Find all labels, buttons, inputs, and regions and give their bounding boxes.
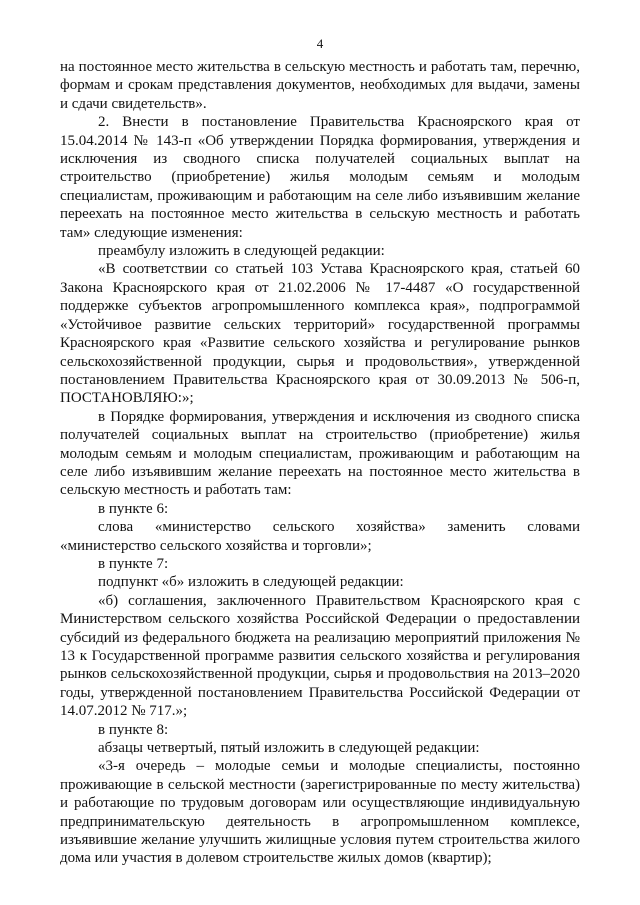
paragraph: «В соответствии со статьей 103 Устава Красноярского края, статьей 60 Закона Красноярского края от 21.02.2006 № 17-4487 «О государственной поддержке субъектов агропромышленного комплекса края», подпрограммой «Устойчивое развитие сельских территорий» государственной программы Красноярского края «Развитие сельского хозяйства и регулирование рынков сельскохозяйственной продукции, сырья и продовольствия», утвержденной постановлением Правительства Красноярского края от 30.09.2013 № 506-п, ПОСТАНОВЛЯЮ:»; bbox=[60, 261, 580, 407]
paragraph: преамбулу изложить в следующей редакции: bbox=[98, 243, 385, 260]
paragraph: подпункт «б» изложить в следующей редакции: bbox=[98, 574, 404, 591]
paragraph: «б) соглашения, заключенного Правительством Красноярского края с Министерством сельского хозяйства Российской Федерации о предоставлении субсидий из федерального бюджета на реализацию мероприятий приложения № 13 к Государственной программе развития сельского хозяйства и регулирования рынков сельскохозяйственной продукции, сырья и продовольствия на 2013–2020 годы, утвержденной постановлением Правительства Российской Федерации от 14.07.2012 № 717.»; bbox=[60, 592, 580, 720]
paragraph: в Порядке формирования, утверждения и исключения из сводного списка получателей социальных выплат на строительство (приобретение) жилья молодым семьям и молодым специалистам, проживающим и работающим на селе либо изъявившим желание переехать на постоянное место жительства в сельскую местность и работать там: bbox=[60, 408, 580, 499]
paragraph: в пункте 6: bbox=[98, 500, 169, 517]
paragraph: 2. Внести в постановление Правительства Красноярского края от 15.04.2014 № 143-п «Об утверждении Порядка формирования, утверждения и исключения из сводного списка получателей социальных выплат на строительство (приобретение) жилья молодым семьям и молодым специалистам, проживающим и работающим на селе либо изъявившим желание переехать на постоянное место жительства в сельскую местность и работать там» следующие изменения: bbox=[60, 114, 580, 241]
paragraph: на постоянное место жительства в сельскую местность и работать там, перечню, формам и срокам представления документов, необходимых для выдачи, замены и сдачи свидетельств». bbox=[60, 59, 580, 112]
paragraph: абзацы четвертый, пятый изложить в следующей редакции: bbox=[98, 740, 480, 757]
page-number: 4 bbox=[316, 36, 324, 51]
paragraph: «3-я очередь – молодые семьи и молодые специалисты, постоянно проживающие в сельской местности (зарегистрированные по месту жительства) и работающие по трудовым договорам или осуществляющие индивидуальную предпринимательскую деятельность в агропромышленном комплексе, изъявившие желание улучшить жилищные условия путем строительства жилого дома или участия в долевом строительстве жилых домов (квартир); bbox=[60, 758, 580, 867]
paragraph: в пункте 7: bbox=[98, 555, 169, 572]
document-body bbox=[60, 58, 580, 868]
paragraph: слова «министерство сельского хозяйства» заменить словами «министерство сельского хозяйства и торговли»; bbox=[60, 519, 580, 554]
paragraph: в пункте 8: bbox=[98, 721, 169, 738]
